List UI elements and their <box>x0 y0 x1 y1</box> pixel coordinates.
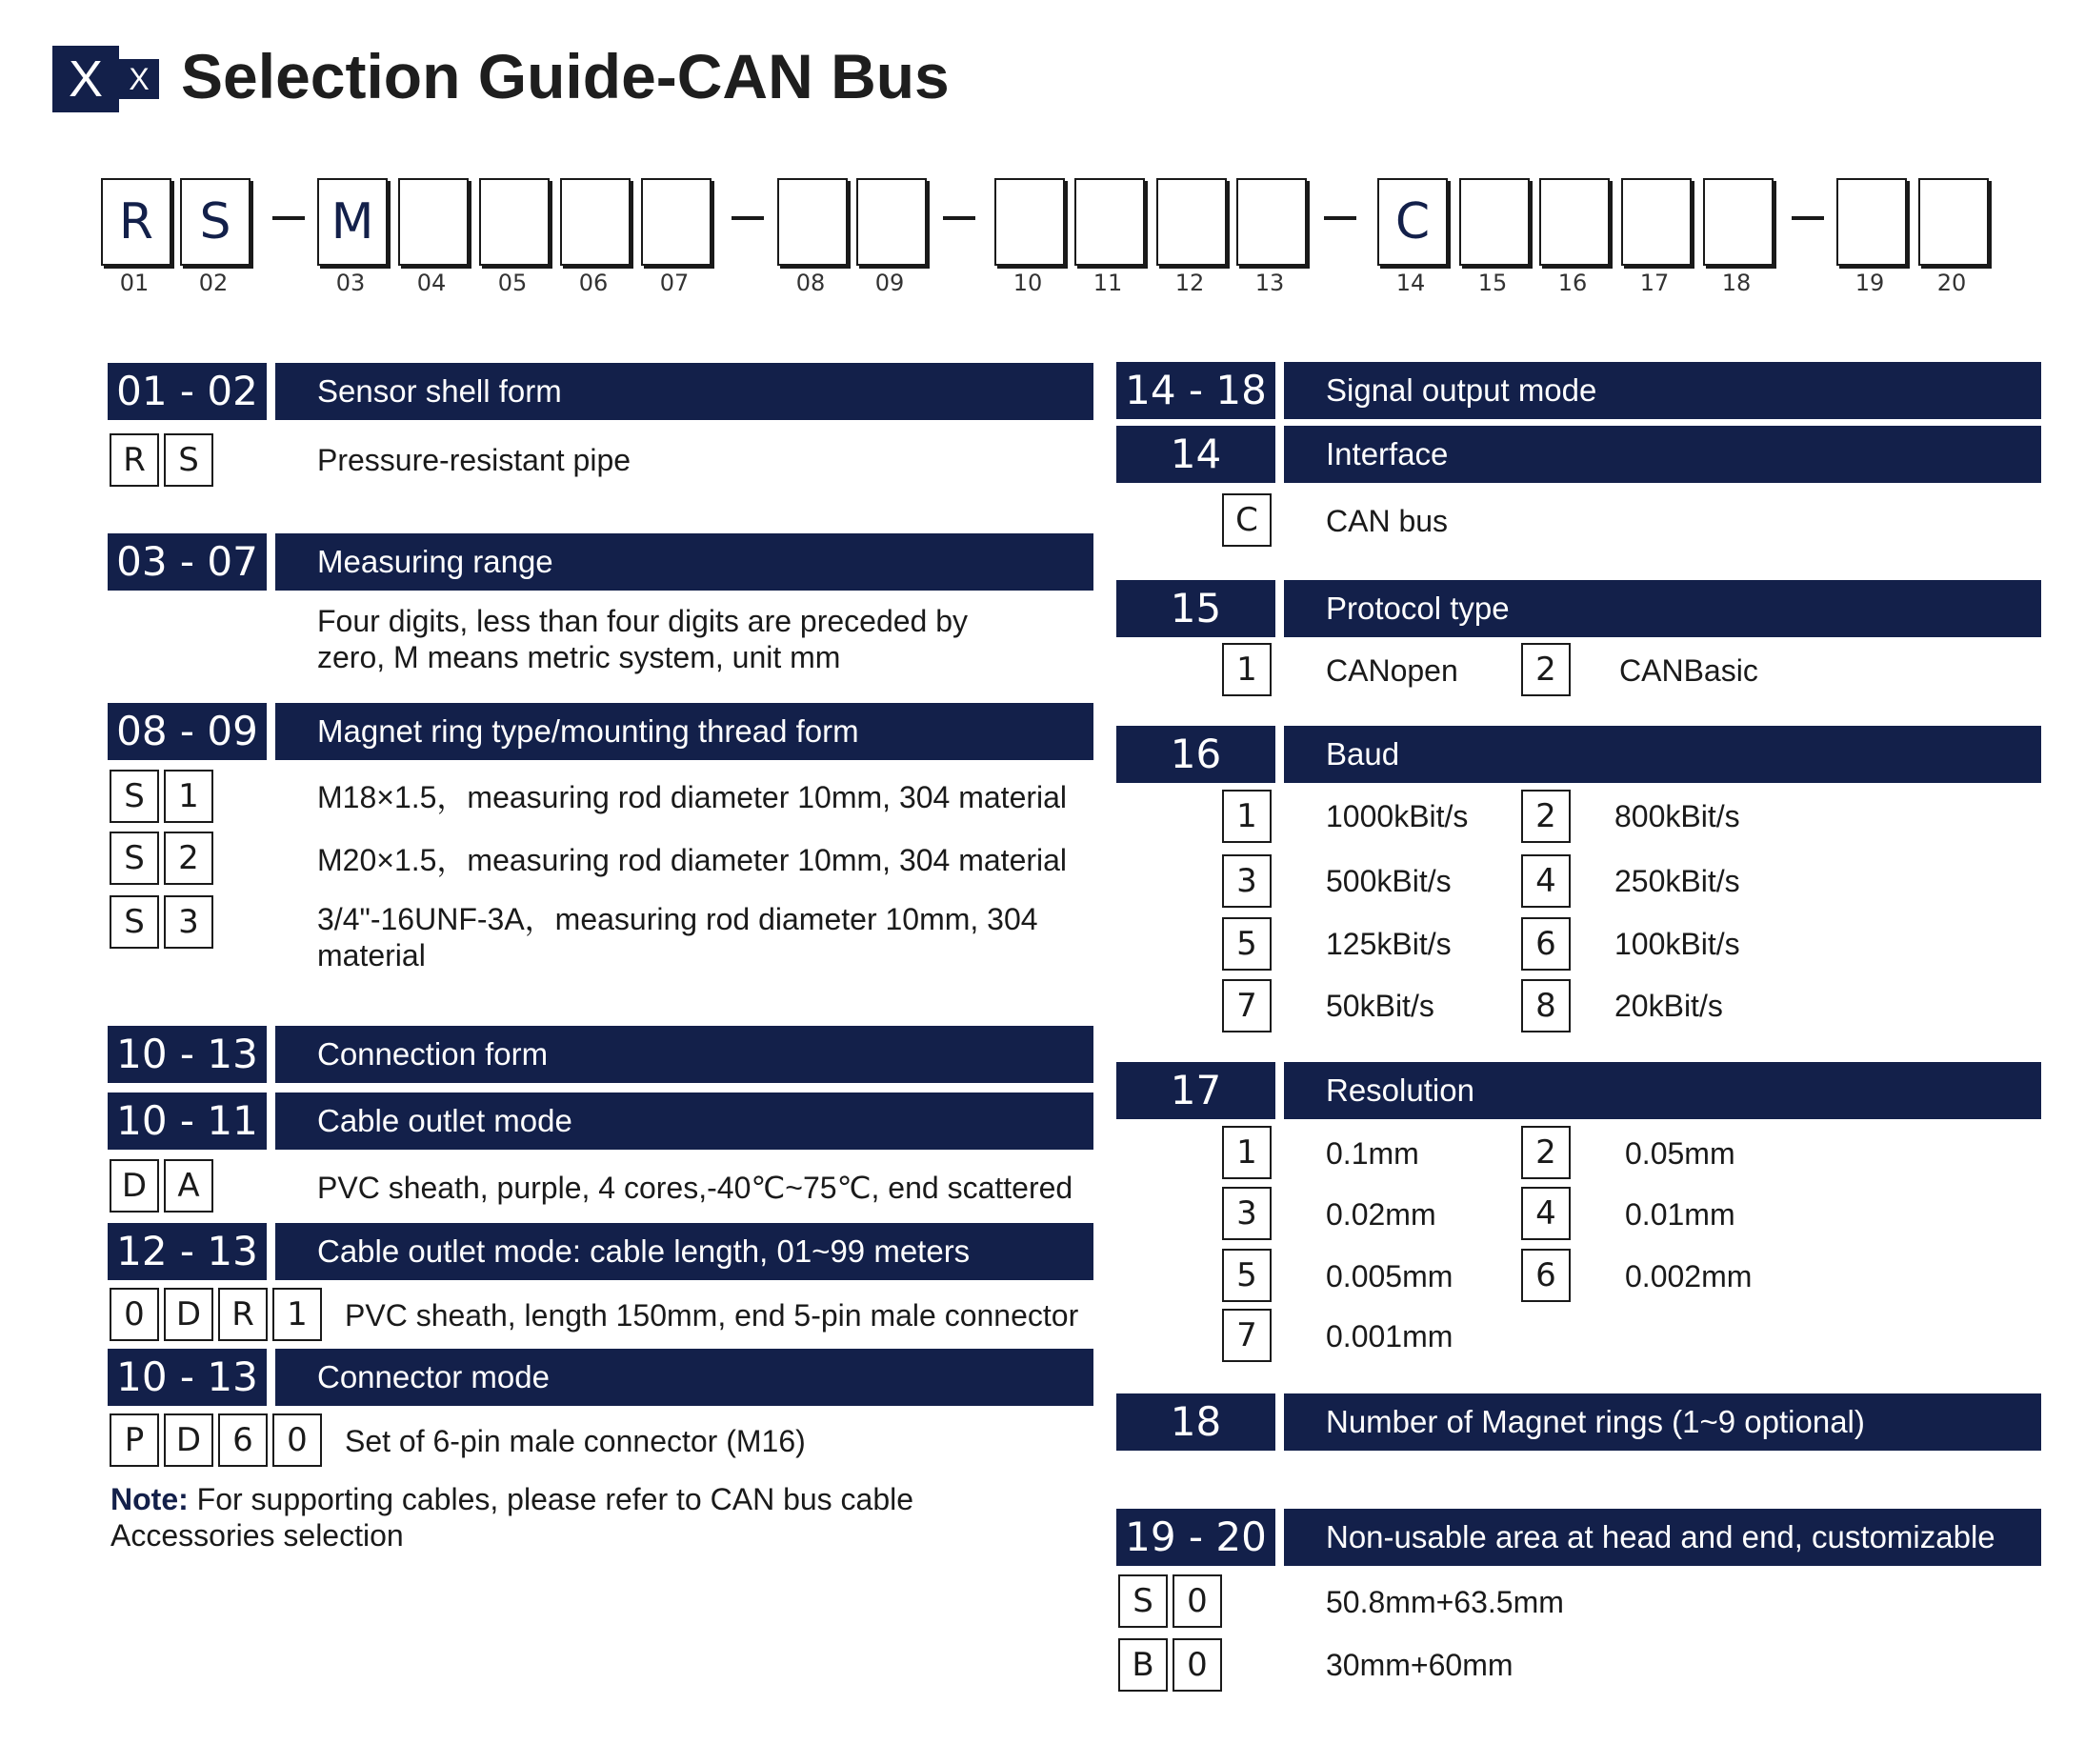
code-slot-10 <box>994 178 1065 266</box>
section-bar-protocol: Protocol type <box>1284 580 2041 637</box>
code-cell: 4 <box>1521 1187 1571 1240</box>
code-number: 04 <box>416 270 447 296</box>
code-slot-13 <box>1236 178 1307 266</box>
option-description: 50kBit/s <box>1326 989 1434 1023</box>
logo-x-small: X <box>119 59 159 99</box>
code-cell: 1 <box>272 1288 322 1341</box>
note <box>110 1481 1025 1554</box>
code-cell: 6 <box>1521 1249 1571 1302</box>
code-dash <box>943 216 975 220</box>
code-slot-08 <box>777 178 848 266</box>
code-cell: 2 <box>164 832 213 885</box>
page-title: Selection Guide-CAN Bus <box>181 41 950 111</box>
code-cell: 1 <box>1222 643 1272 696</box>
code-cell: 5 <box>1222 917 1272 971</box>
option-description: CANopen <box>1326 653 1458 688</box>
code-cell: 3 <box>1222 854 1272 908</box>
option-description: 0.1mm <box>1326 1136 1419 1171</box>
code-slot-18 <box>1703 178 1774 266</box>
option-description: 50.8mm+63.5mm <box>1326 1585 1564 1619</box>
code-number: 07 <box>659 270 690 296</box>
option-description: PVC sheath, length 150mm, end 5-pin male connector <box>345 1298 1079 1333</box>
option-description: 30mm+60mm <box>1326 1648 1514 1682</box>
option-description: CANBasic <box>1619 653 1758 688</box>
code-number: 02 <box>198 270 229 296</box>
code-cell: R <box>110 433 159 487</box>
option-description: 500kBit/s <box>1326 864 1452 898</box>
section-badge-01-02: 01 - 02 <box>108 363 267 420</box>
code-cell: D <box>110 1159 159 1213</box>
code-cell: 2 <box>1521 1126 1571 1179</box>
code-cell: 0 <box>1173 1574 1222 1628</box>
section-bar-cable-length: Cable outlet mode: cable length, 01~99 meters <box>275 1223 1093 1280</box>
code-cell: 1 <box>164 770 213 823</box>
note-text: For supporting cables, please refer to CAN bus cable Accessories selection <box>110 1482 914 1553</box>
code-cell: S <box>110 832 159 885</box>
code-dash <box>1324 216 1356 220</box>
code-slot-19 <box>1836 178 1907 266</box>
code-cell: 7 <box>1222 1309 1272 1362</box>
option-description: 0.02mm <box>1326 1197 1436 1232</box>
code-number: 01 <box>119 270 150 296</box>
option-description: 20kBit/s <box>1614 989 1723 1023</box>
code-cell: 0 <box>1173 1638 1222 1692</box>
code-dash <box>1792 216 1824 220</box>
code-number: 06 <box>578 270 609 296</box>
option-description: 1000kBit/s <box>1326 799 1469 833</box>
code-cell: 2 <box>1521 790 1571 843</box>
code-number: 03 <box>335 270 366 296</box>
option-description: 0.005mm <box>1326 1259 1453 1293</box>
section-badge-03-07: 03 - 07 <box>108 533 267 591</box>
code-cell: 0 <box>272 1413 322 1467</box>
code-slot-16 <box>1539 178 1610 266</box>
option-description: Set of 6-pin male connector (M16) <box>345 1424 806 1458</box>
code-slot-07 <box>641 178 712 266</box>
section-badge-15: 15 <box>1116 580 1275 637</box>
section-bar-baud: Baud <box>1284 726 2041 783</box>
code-cell: 1 <box>1222 790 1272 843</box>
section-badge-17: 17 <box>1116 1062 1275 1119</box>
code-number: 20 <box>1936 270 1967 296</box>
code-cell: S <box>110 895 159 949</box>
code-cell: 3 <box>164 895 213 949</box>
code-cell: D <box>164 1288 213 1341</box>
section-badge-12-13: 12 - 13 <box>108 1223 267 1280</box>
code-cell: 4 <box>1521 854 1571 908</box>
option-description: M18×1.5，measuring rod diameter 10mm, 304 material <box>317 780 1068 814</box>
code-cell: 0 <box>110 1288 159 1341</box>
code-cell: 1 <box>1222 1126 1272 1179</box>
code-slot-02: S <box>180 178 251 266</box>
code-cell: R <box>218 1288 268 1341</box>
code-slot-20 <box>1918 178 1989 266</box>
code-slot-11 <box>1074 178 1145 266</box>
option-description: 0.002mm <box>1625 1259 1753 1293</box>
code-number: 05 <box>497 270 528 296</box>
section-badge-10-13-connector: 10 - 13 <box>108 1349 267 1406</box>
note-label: Note: <box>110 1482 189 1516</box>
option-description: Four digits, less than four digits are preceded by zero, M means metric system, unit mm <box>317 604 969 674</box>
code-number: 15 <box>1477 270 1508 296</box>
code-cell: B <box>1118 1638 1168 1692</box>
code-cell: 6 <box>218 1413 268 1467</box>
section-badge-10-11: 10 - 11 <box>108 1092 267 1150</box>
section-bar-measuring-range: Measuring range <box>275 533 1093 591</box>
code-cell: 2 <box>1521 643 1571 696</box>
section-bar-connection-form: Connection form <box>275 1026 1093 1083</box>
code-cell: 7 <box>1222 979 1272 1032</box>
model-code-row <box>101 178 2006 302</box>
code-cell: 6 <box>1521 917 1571 971</box>
option-description: 0.001mm <box>1326 1319 1453 1353</box>
code-number: 12 <box>1174 270 1205 296</box>
code-cell: S <box>1118 1574 1168 1628</box>
section-bar-magnet-ring: Magnet ring type/mounting thread form <box>275 703 1093 760</box>
code-cell: 3 <box>1222 1187 1272 1240</box>
code-slot-14: C <box>1377 178 1448 266</box>
section-badge-19-20: 19 - 20 <box>1116 1509 1275 1566</box>
section-bar-sensor-shell: Sensor shell form <box>275 363 1093 420</box>
code-number: 11 <box>1093 270 1123 296</box>
code-slot-01: R <box>101 178 171 266</box>
code-number: 19 <box>1854 270 1885 296</box>
option-description: CAN bus <box>1326 504 1449 538</box>
code-slot-15 <box>1459 178 1530 266</box>
code-cell: S <box>164 433 213 487</box>
code-slot-04 <box>398 178 469 266</box>
section-badge-10-13: 10 - 13 <box>108 1026 267 1083</box>
code-cell: S <box>110 770 159 823</box>
section-bar-non-usable-area: Non-usable area at head and end, customizable <box>1284 1509 2041 1566</box>
code-number: 13 <box>1254 270 1285 296</box>
option-description: 250kBit/s <box>1614 864 1740 898</box>
option-description: 100kBit/s <box>1614 927 1740 961</box>
option-description: 0.05mm <box>1625 1136 1735 1171</box>
option-description: M20×1.5，measuring rod diameter 10mm, 304 material <box>317 843 1068 877</box>
code-number: 16 <box>1557 270 1588 296</box>
option-description: 125kBit/s <box>1326 927 1452 961</box>
option-description: PVC sheath, purple, 4 cores,-40℃~75℃, end scattered <box>317 1171 1073 1205</box>
option-description: 800kBit/s <box>1614 799 1740 833</box>
logo-x-large: X <box>52 46 119 112</box>
code-slot-12 <box>1156 178 1227 266</box>
section-badge-18: 18 <box>1116 1393 1275 1451</box>
code-number: 08 <box>795 270 826 296</box>
code-slot-06 <box>560 178 631 266</box>
section-badge-08-09: 08 - 09 <box>108 703 267 760</box>
code-number: 17 <box>1639 270 1670 296</box>
section-bar-cable-outlet: Cable outlet mode <box>275 1092 1093 1150</box>
code-slot-17 <box>1621 178 1692 266</box>
section-bar-interface: Interface <box>1284 426 2041 483</box>
code-number: 10 <box>1012 270 1043 296</box>
code-cell: 8 <box>1521 979 1571 1032</box>
code-cell: A <box>164 1159 213 1213</box>
option-description: 3/4"-16UNF-3A，measuring rod diameter 10mm, 304 material <box>317 902 1038 972</box>
section-bar-connector-mode: Connector mode <box>275 1349 1093 1406</box>
code-cell: C <box>1222 493 1272 547</box>
code-cell: 5 <box>1222 1249 1272 1302</box>
code-number: 18 <box>1721 270 1752 296</box>
code-number: 14 <box>1395 270 1426 296</box>
code-slot-03: M <box>317 178 388 266</box>
code-cell: D <box>164 1413 213 1467</box>
code-cell: P <box>110 1413 159 1467</box>
option-description: Pressure-resistant pipe <box>317 443 632 477</box>
code-dash <box>272 216 305 220</box>
code-slot-09 <box>856 178 927 266</box>
section-bar-magnet-rings: Number of Magnet rings (1~9 optional) <box>1284 1393 2041 1451</box>
code-number: 09 <box>874 270 905 296</box>
section-badge-16: 16 <box>1116 726 1275 783</box>
code-slot-05 <box>479 178 550 266</box>
section-bar-resolution: Resolution <box>1284 1062 2041 1119</box>
code-dash <box>732 216 764 220</box>
section-badge-14: 14 <box>1116 426 1275 483</box>
option-description: 0.01mm <box>1625 1197 1735 1232</box>
section-badge-14-18: 14 - 18 <box>1116 362 1275 419</box>
section-bar-signal-output: Signal output mode <box>1284 362 2041 419</box>
